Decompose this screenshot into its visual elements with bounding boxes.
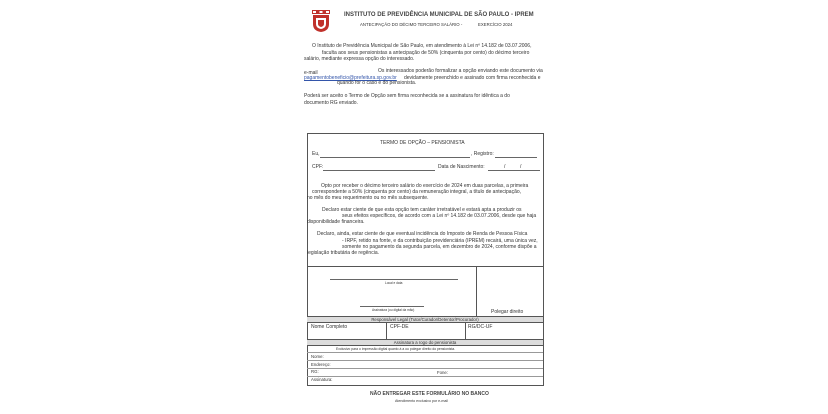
- institute-title: INSTITUTO DE PREVIDÊNCIA MUNICIPAL DE SÃO PAULO - IPREM: [344, 12, 534, 18]
- footer-warning: NÃO ENTREGAR ESTE FORMULÁRIO NO BANCO: [370, 391, 489, 397]
- intro-line-2: faculta aos seus pensionistas a antecipação de 50% (cinquenta por cento) do décimo terceiro: [322, 50, 530, 56]
- divider: [307, 368, 543, 369]
- cpf-field[interactable]: [323, 170, 435, 171]
- tax-paragraph-line: somente no pagamento da segunda parcela, em dezembro de 2024, conforme dispõe a: [342, 244, 537, 250]
- option-paragraph-line: Opto por receber o décimo terceiro salário do exercício de 2024 em duas parcelas, a primeira: [321, 183, 529, 189]
- divider: [307, 376, 543, 377]
- full-name-label: Nome Completo: [311, 324, 348, 330]
- local-date-label: Local e data: [385, 281, 403, 285]
- rogo-bar: [307, 339, 543, 346]
- intro-line-3: salário, mediante expressa opção do interessado.: [304, 56, 415, 62]
- rogo-phone-label: Fone:: [437, 370, 448, 375]
- signature-field[interactable]: [360, 306, 424, 307]
- rogo-address-label: Endereço:: [311, 362, 331, 367]
- rogo-title: Assinatura a rogo do pensionista: [393, 340, 457, 345]
- eu-label: Eu,: [312, 151, 320, 157]
- intro-right-2: devidamente preenchido e assinado com firma reconhecida e: [404, 75, 541, 81]
- tax-paragraph-line: Declaro, ainda, estar ciente de que eventual incidência do Imposto de Renda de Pessoa Física: [317, 231, 528, 237]
- form-subtitle: ANTECIPAÇÃO DO DÉCIMO TERCEIRO SALÁRIO -: [360, 22, 463, 27]
- note-line-1: Poderá ser aceito o Termo de Opção sem firma reconhecida se a assinatura for idêntica a do: [304, 93, 510, 99]
- email-label: e-mail: [304, 70, 318, 76]
- rg-uf-label: RG/DC-UF: [468, 324, 493, 330]
- legal-responsible-bar: [307, 316, 543, 323]
- rogo-name-label: Nome:: [311, 354, 324, 359]
- declaration-paragraph-line: seus efeitos específicos, de acordo com a Lei nº 14.182 de 03.07.2006, desde que haja: [342, 213, 537, 219]
- form-title: TERMO DE OPÇÃO – PENSIONISTA: [380, 140, 465, 146]
- declaration-paragraph-line: disponibilidade financeira.: [307, 219, 365, 225]
- date-separator: /: [520, 164, 522, 170]
- divider: [307, 360, 543, 361]
- note-line-2: documento RG enviado.: [304, 100, 358, 106]
- cpf-label: CPF:: [312, 164, 324, 170]
- tax-paragraph-line: - IRPF, retido na fonte, e da contribuição previdenciária (IPREM) recairá, uma única vez,: [342, 238, 538, 244]
- divider: [386, 323, 387, 339]
- name-field[interactable]: [320, 157, 470, 158]
- date-separator: /: [504, 164, 506, 170]
- cpf-de-label: CPF-DE: [390, 324, 409, 330]
- thumb-label: Polegar direito: [491, 309, 524, 315]
- declaration-paragraph-line: Declaro estar ciente de que esta opção tem caráter irretratável e estará apta a produzir os: [322, 207, 522, 213]
- rogo-rg-label: RG:: [311, 369, 319, 374]
- birthdate-label: Data de Nascimento:: [438, 164, 485, 170]
- divider: [307, 266, 543, 267]
- registro-label: , Registro:: [471, 151, 494, 157]
- birthdate-field[interactable]: [488, 170, 540, 171]
- footer-note: Atendimento exclusivo por e-mail: [395, 399, 448, 403]
- intro-right-3: quando for o caso e do pensionista.: [337, 80, 417, 86]
- local-date-field[interactable]: [330, 279, 458, 280]
- intro-right-1: Os interessados poderão formalizar a opção enviando este documento via: [378, 68, 543, 74]
- signature-label: Assinatura (ou digital da mão): [372, 308, 415, 312]
- email-link[interactable]: pagamentobeneficio@prefeitura.sp.gov.br: [304, 75, 397, 81]
- divider: [476, 266, 477, 316]
- tax-paragraph-line: legislação tributária de regência.: [307, 250, 379, 256]
- legal-responsible-title: Responsável Legal (Tutor/Curador/Detentor/Procurador): [371, 317, 479, 322]
- option-paragraph-line: no mês do meu requerimento ou no mês subsequente.: [307, 195, 429, 201]
- crest-icon: [311, 9, 331, 33]
- divider: [307, 352, 543, 353]
- option-paragraph-line: correspondente a 50% (cinquenta por cento) da remuneração integral, a título de antecipação,: [312, 189, 522, 195]
- divider: [465, 323, 466, 339]
- rogo-signature-label: Assinatura:: [311, 377, 333, 382]
- form-year: EXERCÍCIO 2024: [478, 22, 513, 27]
- intro-line-1: O Instituto de Previdência Municipal de São Paulo, em atendimento à Lei nº 14.182 de 03.07.2006,: [312, 43, 532, 49]
- registro-field[interactable]: [495, 157, 537, 158]
- rogo-note: Exclusivo para o impressão digital quanto à a ou polegar direito do pensionista.: [336, 347, 456, 351]
